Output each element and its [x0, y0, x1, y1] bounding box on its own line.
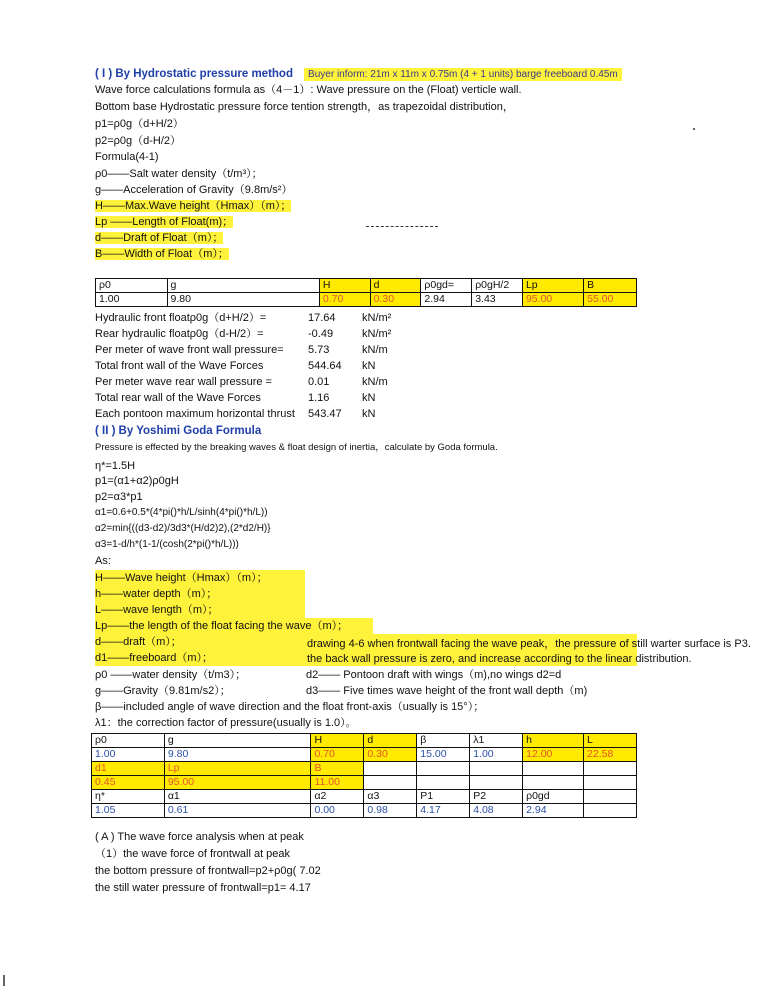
table-cell: 22.58 [584, 748, 637, 762]
table-cell: B [584, 279, 637, 293]
definition: d1——freeboard（m）； [95, 652, 213, 664]
analysis-line: the still water pressure of frontwall=p1= 4.17 [95, 882, 311, 894]
result-label: Hydraulic front floatρ0g（d+H/2）= [95, 312, 267, 324]
table-cell: 1.00 [470, 748, 523, 762]
table-cell: α1 [164, 790, 311, 804]
table-cell: ρ0 [92, 734, 165, 748]
definition: d——draft（m）； [95, 636, 182, 648]
section-2-heading [95, 424, 261, 438]
analysis-line: （1）the wave force of frontwall at peak [95, 848, 291, 860]
formula: p2=α3*p1 [95, 491, 143, 503]
result-value: 5.73 [308, 344, 330, 356]
table-cell: H [311, 734, 364, 748]
definition: ρ0 ——water density（t/m3）； [95, 669, 247, 681]
definition: Lp——the length of the float facing the wave（m）； [95, 620, 349, 632]
result-label: Total rear wall of the Wave Forces [95, 392, 261, 404]
table-row [92, 734, 637, 748]
definition-highlight: d——Draft of Float（m）； [95, 232, 224, 244]
table-cell [364, 776, 417, 790]
buyer-note: Buyer inform: 21m x 11m x 0.75m (4 + 1 units) barge freeboard 0.45m [304, 68, 622, 81]
table-cell: d1 [92, 762, 165, 776]
table-cell [523, 776, 584, 790]
result-unit: kN/m² [362, 312, 392, 324]
text-line: Wave force calculations formula as（4－1）: Wave pressure on the (Float) verticle wall. [95, 84, 522, 96]
formula: α1=0.6+0.5*(4*pi()*h/L/sinh(4*pi()*h/L)) [95, 507, 268, 518]
table-cell: 12.00 [523, 748, 584, 762]
section-1-numeral: ( I ) [95, 68, 113, 80]
definition: d3—— Five times wave height of the front wall depth（m) [306, 685, 588, 697]
goda-table [91, 733, 637, 818]
definition: ρ0——Salt water density（t/m³）； [95, 168, 263, 180]
table-cell [364, 762, 417, 776]
table-cell: 0.70 [311, 748, 364, 762]
table-cell: 9.80 [167, 293, 319, 307]
table-cell: 55.00 [584, 293, 637, 307]
table-cell: ρ0gd= [421, 279, 472, 293]
table-cell: L [584, 734, 637, 748]
formula-ref: Formula(4-1) [95, 151, 159, 163]
formula: α2=min{((d3-d2)/3d3*(H/d2)2),(2*d2/H)} [95, 523, 271, 534]
definition-highlight: Lp ——Length of Float(m)； [95, 216, 234, 228]
scan-mark [693, 128, 695, 130]
result-value: 0.01 [308, 376, 330, 388]
table-cell: η* [92, 790, 165, 804]
table-cell: 1.00 [92, 748, 165, 762]
table-row [96, 279, 637, 293]
dashed-line [366, 226, 438, 228]
section-1-heading [95, 67, 622, 82]
table-cell: ρ0gd [523, 790, 584, 804]
result-label: Rear hydraulic floatρ0g（d-H/2）= [95, 328, 264, 340]
section-2-intro: Pressure is effected by the breaking waves & float design of inertia，calculate by Goda formula. [95, 442, 498, 453]
table-cell: 0.00 [311, 804, 364, 818]
table-cell: 15.00 [417, 748, 470, 762]
definition: g——Gravity（9.81m/s2）； [95, 685, 231, 697]
formula-p1: p1=ρ0g（d+H/2） [95, 118, 184, 130]
table-cell: 0.30 [370, 293, 421, 307]
table-cell: α3 [364, 790, 417, 804]
result-label: Each pontoon maximum horizontal thrust [95, 408, 295, 420]
table-cell: 95.00 [522, 293, 583, 307]
table-cell: P2 [470, 790, 523, 804]
table-cell [523, 762, 584, 776]
result-value: 17.64 [308, 312, 336, 324]
result-value: 1.16 [308, 392, 330, 404]
scan-mark [3, 975, 5, 986]
table-cell: 9.80 [164, 748, 311, 762]
table-cell: ρ0gH/2 [472, 279, 523, 293]
text-line: Bottom base Hydrostatic pressure force tention strength，as trapezoidal distribution， [95, 101, 514, 113]
side-note: the back wall pressure is zero, and increase according to the linear distribution. [307, 653, 692, 665]
table-row [92, 804, 637, 818]
table-cell: 0.98 [364, 804, 417, 818]
definition: L——wave length（m）； [95, 604, 219, 616]
section-2-numeral: ( II ) [95, 425, 116, 437]
section-2-title: By Yoshimi Goda Formula [118, 425, 262, 437]
table-cell: 0.70 [319, 293, 370, 307]
formula: p1=(α1+α2)ρ0gH [95, 475, 179, 487]
table-cell: 0.30 [364, 748, 417, 762]
table-cell: 2.94 [421, 293, 472, 307]
table-cell: P1 [417, 790, 470, 804]
table-row [92, 762, 637, 776]
table-cell: h [523, 734, 584, 748]
result-unit: kN/m [362, 376, 388, 388]
table-cell [584, 762, 637, 776]
table-cell: 2.94 [523, 804, 584, 818]
result-label: Total front wall of the Wave Forces [95, 360, 264, 372]
result-unit: kN/m² [362, 328, 392, 340]
table-cell [584, 804, 637, 818]
table-cell: 11.00 [311, 776, 364, 790]
beta-line: β——included angle of wave direction and the float front-axis（usually is 15°）； [95, 701, 485, 713]
table-cell: 4.17 [417, 804, 470, 818]
table-row [92, 776, 637, 790]
table-cell: 1.05 [92, 804, 165, 818]
result-value: 543.47 [308, 408, 342, 420]
table-cell [470, 776, 523, 790]
hydrostatic-table [95, 278, 637, 307]
table-cell: ρ0 [96, 279, 168, 293]
table-cell: 95.00 [164, 776, 311, 790]
result-value: 544.64 [308, 360, 342, 372]
table-cell: α2 [311, 790, 364, 804]
lambda-line: λ1：the correction factor of pressure(usually is 1.0）。 [95, 717, 357, 729]
table-cell: 4.08 [470, 804, 523, 818]
table-cell: 3.43 [472, 293, 523, 307]
definition-highlight: B——Width of Float（m）； [95, 248, 229, 260]
table-row [92, 790, 637, 804]
table-cell [417, 776, 470, 790]
formula-p2: p2=ρ0g（d-H/2） [95, 135, 182, 147]
table-cell [417, 762, 470, 776]
formula: η*=1.5H [95, 460, 136, 472]
table-cell: d [370, 279, 421, 293]
definition: g——Acceleration of Gravity（9.8m/s²） [95, 184, 293, 196]
table-cell: 1.00 [96, 293, 168, 307]
side-note: drawing 4-6 when frontwall facing the wave peak，the pressure of still warter surface is P3. [307, 638, 751, 650]
table-cell: λ1 [470, 734, 523, 748]
table-cell [584, 790, 637, 804]
section-1-title: By Hydrostatic pressure method [115, 68, 293, 80]
result-unit: kN [362, 360, 376, 372]
table-cell: d [364, 734, 417, 748]
table-cell: H [319, 279, 370, 293]
result-unit: kN/m [362, 344, 388, 356]
table-cell [470, 762, 523, 776]
table-row [96, 293, 637, 307]
result-value: -0.49 [308, 328, 334, 340]
definition-highlight: H——Max.Wave height（Hmax）（m）； [95, 200, 292, 212]
formula: α3=1-d/h*(1-1/(cosh(2*pi()*h/L))) [95, 539, 239, 550]
table-row [92, 748, 637, 762]
table-cell: Lp [164, 762, 311, 776]
result-label: Per meter of wave front wall pressure= [95, 344, 284, 356]
table-cell: g [167, 279, 319, 293]
definition: d2—— Pontoon draft with wings（m),no wings d2=d [306, 669, 562, 681]
analysis-line: the bottom pressure of frontwall=p2+ρ0g( 7.02 [95, 865, 321, 877]
table-cell: g [164, 734, 311, 748]
table-cell: Lp [522, 279, 583, 293]
result-unit: kN [362, 392, 376, 404]
result-label: Per meter wave rear wall pressure = [95, 376, 272, 388]
formula: As: [95, 555, 111, 567]
table-cell: β [417, 734, 470, 748]
definition: h——water depth（m）； [95, 588, 218, 600]
analysis-line: ( A ) The wave force analysis when at peak [95, 831, 304, 843]
table-cell: B [311, 762, 364, 776]
definition: H——Wave height（Hmax）（m）； [95, 572, 268, 584]
table-cell: 0.61 [164, 804, 311, 818]
table-cell: 0.45 [92, 776, 165, 790]
result-unit: kN [362, 408, 376, 420]
table-cell [584, 776, 637, 790]
